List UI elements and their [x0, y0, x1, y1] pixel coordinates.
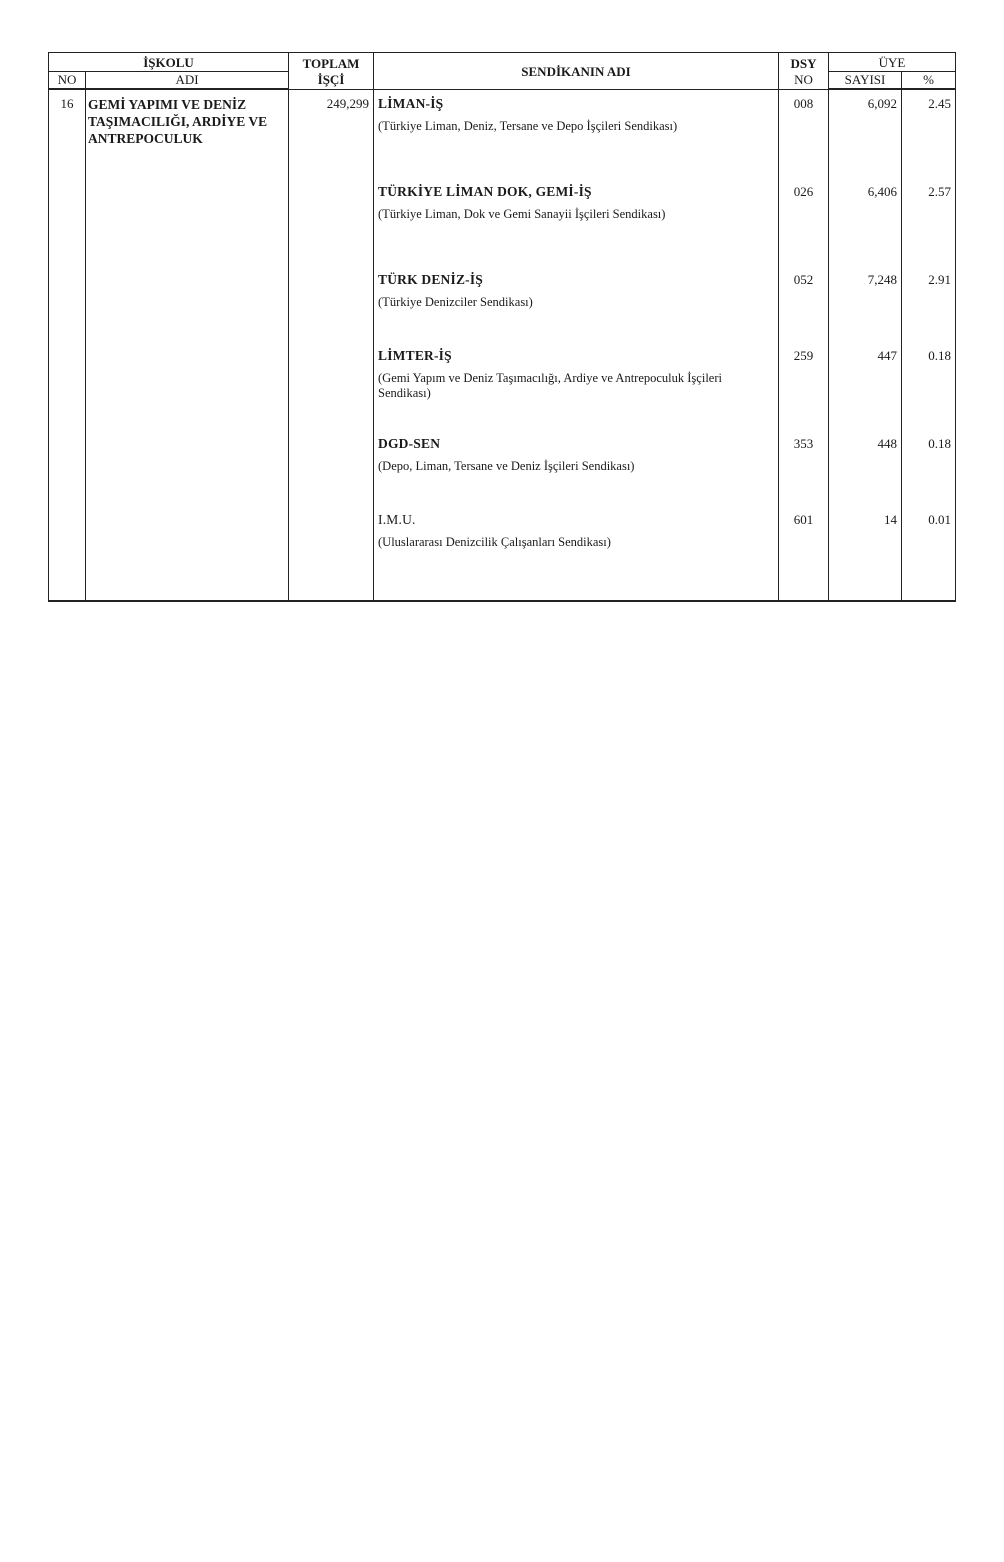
union-entry [378, 96, 774, 184]
toplam-header-line2: İŞÇİ [317, 71, 345, 87]
union-entry [378, 512, 774, 600]
member-count: 6,092 [867, 96, 898, 111]
union-abbr: LİMTER-İŞ [378, 347, 452, 363]
table-header [49, 53, 956, 90]
union-abbr: TÜRKİYE LİMAN DOK, GEMİ-İŞ [378, 183, 592, 199]
total-workers: 249,299 [289, 89, 374, 601]
union-abbr: LİMAN-İŞ [378, 95, 444, 111]
sector-name: GEMİ YAPIMI VE DENİZ TAŞIMACILIĞI, ARDİYE VE ANTREPOCULUK [86, 89, 289, 601]
dsy-no: 052 [793, 271, 814, 287]
percent-cell [902, 89, 956, 601]
union-abbr: TÜRK DENİZ-İŞ [378, 271, 484, 287]
union-abbr: DGD-SEN [378, 435, 441, 451]
union-full-name: (Türkiye Liman, Deniz, Tersane ve Depo İşçileri Sendikası) [378, 118, 678, 133]
union-full-name: (Türkiye Liman, Dok ve Gemi Sanayii İşçileri Sendikası) [378, 206, 666, 221]
dsy-no: 008 [793, 95, 814, 111]
union-full-name: (Depo, Liman, Tersane ve Deniz İşçileri Sendikası) [378, 458, 635, 473]
union-names-cell [374, 89, 779, 601]
toplam-isci-header [289, 53, 374, 90]
union-full-name: (Gemi Yapım ve Deniz Taşımacılığı, Ardiye ve Antrepoculuk İşçileri Sendikası) [378, 370, 722, 400]
dsy-no: 353 [793, 435, 814, 451]
union-full-name: (Türkiye Denizciler Sendikası) [378, 294, 533, 309]
member-percent: 0.01 [928, 512, 952, 527]
member-count: 447 [877, 348, 898, 363]
member-percent: 0.18 [928, 348, 952, 363]
union-full-name: (Uluslararası Denizcilik Çalışanları Sendikası) [378, 534, 611, 549]
union-entry [378, 184, 774, 272]
dsy-no: 259 [793, 347, 814, 363]
uye-header: ÜYE [829, 53, 956, 72]
sayisi-header: SAYISI [829, 72, 902, 90]
sector-no: 16 [49, 89, 86, 601]
dsy-no: 026 [793, 183, 814, 199]
dsy-header-line2: NO [794, 71, 813, 87]
dsy-header-line1: DSY [790, 55, 817, 71]
member-percent: 0.18 [928, 436, 952, 451]
table-body [49, 89, 956, 601]
union-entry [378, 348, 774, 436]
adi-header: ADI [86, 72, 289, 90]
no-header: NO [49, 72, 86, 90]
iskolu-header: İŞKOLU [49, 53, 289, 72]
member-count: 7,248 [867, 272, 898, 287]
member-percent: 2.91 [928, 272, 952, 287]
dsy-no-header [779, 53, 829, 90]
member-percent: 2.57 [928, 184, 952, 199]
union-abbr: I.M.U. [378, 511, 416, 527]
union-entry [378, 272, 774, 348]
dsy-no: 601 [793, 511, 814, 527]
member-count: 448 [877, 436, 898, 451]
union-membership-table [48, 52, 956, 602]
toplam-header-line1: TOPLAM [302, 55, 360, 71]
member-count: 14 [884, 512, 898, 527]
table-row [49, 89, 956, 601]
union-entry [378, 436, 774, 512]
percent-header: % [902, 72, 956, 90]
dsy-no-cell [779, 89, 829, 601]
sendika-adi-header: SENDİKANIN ADI [374, 53, 779, 90]
members-cell [829, 89, 902, 601]
member-count: 6,406 [867, 184, 898, 199]
member-percent: 2.45 [928, 96, 952, 111]
